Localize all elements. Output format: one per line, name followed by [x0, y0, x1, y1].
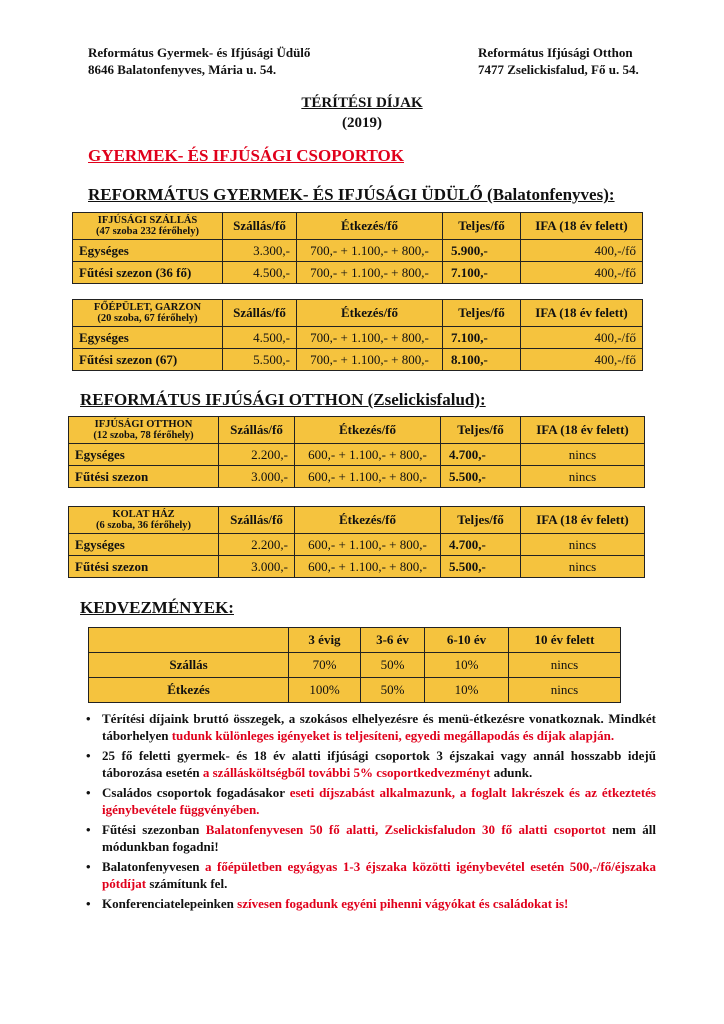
table-row [73, 262, 643, 284]
cell-teljes: 5.900,- [443, 240, 521, 262]
venue-cell [69, 507, 219, 534]
table-row [73, 327, 643, 349]
cell-szallas: 4.500,- [223, 262, 297, 284]
cell-ifa: 400,-/fő [521, 349, 643, 371]
cell-teljes: 5.500,- [441, 466, 521, 488]
cell-etkezes: 600,- + 1.100,- + 800,- [295, 444, 441, 466]
cell-ifa: 400,-/fő [521, 327, 643, 349]
col-header-ifa: IFA (18 év felett) [521, 213, 643, 240]
note-highlight: tudunk különleges igényeket is teljesíteni, egyedi megállapodás és díjak alapján. [171, 728, 615, 743]
venue-cell [73, 300, 223, 327]
cell-teljes: 4.700,- [441, 444, 521, 466]
list-item [86, 784, 656, 818]
row-label: Egységes [73, 327, 223, 349]
discount-cell: nincs [509, 678, 621, 703]
venue-name: IFJÚSÁGI SZÁLLÁS [97, 215, 198, 226]
venue-name: KOLAT HÁZ [112, 509, 175, 520]
table-row [69, 556, 645, 578]
table-row [89, 678, 621, 703]
venue-capacity: (6 szoba, 36 férőhely) [95, 520, 192, 531]
header-right-address: 7477 Zselickisfalud, Fő u. 54. [478, 62, 639, 77]
cell-szallas: 5.500,- [223, 349, 297, 371]
cell-szallas: 3.300,- [223, 240, 297, 262]
venue-capacity: (20 szoba, 67 férőhely) [97, 313, 198, 324]
cell-etkezes: 600,- + 1.100,- + 800,- [295, 466, 441, 488]
header-left [88, 44, 310, 78]
page-year: (2019) [342, 115, 382, 131]
table-row [69, 534, 645, 556]
row-label: Fűtési szezon (36 fő) [73, 262, 223, 284]
discounts-corner [89, 628, 289, 653]
table-row [89, 653, 621, 678]
col-header-etkezes: Étkezés/fő [295, 507, 441, 534]
discount-cell: 50% [361, 653, 425, 678]
cell-ifa: 400,-/fő [521, 262, 643, 284]
venue-capacity: (47 szoba 232 férőhely) [96, 226, 199, 237]
list-item [86, 747, 656, 781]
cell-teljes: 7.100,- [443, 327, 521, 349]
header-right [478, 44, 639, 78]
cell-ifa: nincs [521, 556, 645, 578]
cell-szallas: 4.500,- [223, 327, 297, 349]
discount-cell: 10% [425, 678, 509, 703]
note-text: Családos csoportok fogadásakor [102, 785, 290, 800]
cell-szallas: 2.200,- [219, 444, 295, 466]
col-header-teljes: Teljes/fő [441, 507, 521, 534]
list-item [86, 821, 656, 855]
col-header-szallas: Szállás/fő [219, 507, 295, 534]
venue-name: FŐÉPÜLET, GARZON [93, 302, 202, 313]
note-text: 25 fő feletti gyermek- és 18 év alatti ifjúsági csoportok 3 éjszakai vagy annál hosszabb idejű táborozása esetén [102, 748, 656, 780]
site1-title: REFORMÁTUS GYERMEK- ÉS IFJÚSÁGI ÜDÜLŐ (Balatonfenyves): [88, 185, 615, 204]
price-table-kolat-haz [68, 506, 645, 578]
col-header-etkezes: Étkezés/fő [295, 417, 441, 444]
col-header-ifa: IFA (18 év felett) [521, 507, 645, 534]
col-header-ifa: IFA (18 év felett) [521, 300, 643, 327]
header-left-name: Református Gyermek- és Ifjúsági Üdülő [88, 45, 311, 60]
discount-col-header: 3-6 év [361, 628, 425, 653]
notes-list [86, 710, 656, 915]
cell-etkezes: 600,- + 1.100,- + 800,- [295, 556, 441, 578]
note-text: Fűtési szezonban [102, 822, 206, 837]
col-header-etkezes: Étkezés/fő [297, 300, 443, 327]
table-row [73, 240, 643, 262]
row-label: Fűtési szezon [69, 556, 219, 578]
row-label: Egységes [69, 444, 219, 466]
site2-title: REFORMÁTUS IFJÚSÁGI OTTHON (Zselickisfalud): [80, 390, 486, 409]
note-highlight: a főépületben egyágyas 1-3 éjszaka közötti igénybevétel esetén 500,-/fő/éjszaka pótdíjat [102, 859, 656, 891]
discount-cell: 100% [289, 678, 361, 703]
col-header-ifa: IFA (18 év felett) [521, 417, 645, 444]
discount-cell: 70% [289, 653, 361, 678]
discount-col-header: 3 évig [289, 628, 361, 653]
col-header-szallas: Szállás/fő [219, 417, 295, 444]
list-item [86, 858, 656, 892]
price-table-ifjusagi-szallas [72, 212, 643, 284]
row-label: Étkezés [89, 678, 289, 703]
cell-etkezes: 600,- + 1.100,- + 800,- [295, 534, 441, 556]
discounts-header-row [89, 628, 621, 653]
venue-name: IFJÚSÁGI OTTHON [94, 419, 193, 430]
table-row [69, 444, 645, 466]
note-highlight: Balatonfenyvesen 50 fő alatti, Zselickisfaludon 30 fő alatti csoportot [205, 822, 606, 837]
header-right-name: Református Ifjúsági Otthon [478, 45, 633, 60]
section-groups-title: GYERMEK- ÉS IFJÚSÁGI CSOPORTOK [88, 146, 404, 165]
cell-etkezes: 700,- + 1.100,- + 800,- [297, 349, 443, 371]
row-label: Fűtési szezon [69, 466, 219, 488]
note-highlight: szívesen fogadunk egyéni pihenni vágyókat és családokat is! [237, 896, 569, 911]
cell-ifa: nincs [521, 466, 645, 488]
note-text: Balatonfenyvesen [102, 859, 206, 874]
discounts-title: KEDVEZMÉNYEK: [80, 598, 234, 617]
row-label: Szállás [89, 653, 289, 678]
cell-etkezes: 700,- + 1.100,- + 800,- [297, 240, 443, 262]
col-header-szallas: Szállás/fő [223, 300, 297, 327]
page-title: TÉRÍTÉSI DÍJAK [301, 95, 423, 111]
discount-cell: 50% [361, 678, 425, 703]
col-header-etkezes: Étkezés/fő [297, 213, 443, 240]
list-item [86, 895, 656, 912]
price-table-foepulet-garzon [72, 299, 643, 371]
price-table-ifjusagi-otthon [68, 416, 645, 488]
col-header-teljes: Teljes/fő [441, 417, 521, 444]
cell-ifa: nincs [521, 444, 645, 466]
note-text: Konferenciatelepeinken [102, 896, 238, 911]
header-left-address: 8646 Balatonfenyves, Mária u. 54. [88, 62, 277, 77]
cell-szallas: 3.000,- [219, 466, 295, 488]
table-row [69, 466, 645, 488]
discount-cell: 10% [425, 653, 509, 678]
note-highlight: a szállásköltségből további 5% csoportkedvezményt [202, 765, 491, 780]
cell-teljes: 8.100,- [443, 349, 521, 371]
discount-col-header: 10 év felett [509, 628, 621, 653]
note-text: számítunk fel. [146, 876, 228, 891]
cell-szallas: 2.200,- [219, 534, 295, 556]
cell-teljes: 5.500,- [441, 556, 521, 578]
note-highlight: eseti díjszabást alkalmazunk, a foglalt lakrészek és az étkeztetés igénybevétele függvényében. [102, 785, 656, 817]
table-row [73, 349, 643, 371]
col-header-szallas: Szállás/fő [223, 213, 297, 240]
col-header-teljes: Teljes/fő [443, 213, 521, 240]
venue-capacity: (12 szoba, 78 férőhely) [93, 430, 194, 441]
row-label: Egységes [73, 240, 223, 262]
cell-etkezes: 700,- + 1.100,- + 800,- [297, 262, 443, 284]
row-label: Fűtési szezon (67) [73, 349, 223, 371]
row-label: Egységes [69, 534, 219, 556]
cell-ifa: 400,-/fő [521, 240, 643, 262]
venue-cell [73, 213, 223, 240]
discount-col-header: 6-10 év [425, 628, 509, 653]
note-text: Térítési díjaink bruttó összegek, a szokásos elhelyezésre és menü-étkezésre vonatkoznak. Mindkét táborhelyen [102, 711, 656, 743]
cell-ifa: nincs [521, 534, 645, 556]
cell-teljes: 4.700,- [441, 534, 521, 556]
cell-teljes: 7.100,- [443, 262, 521, 284]
cell-szallas: 3.000,- [219, 556, 295, 578]
col-header-teljes: Teljes/fő [443, 300, 521, 327]
note-text: adunk. [490, 765, 533, 780]
cell-etkezes: 700,- + 1.100,- + 800,- [297, 327, 443, 349]
list-item [86, 710, 656, 744]
discounts-table [88, 627, 621, 703]
venue-cell [69, 417, 219, 444]
note-text: nem áll módunkban fogadni! [102, 822, 657, 854]
discount-cell: nincs [509, 653, 621, 678]
